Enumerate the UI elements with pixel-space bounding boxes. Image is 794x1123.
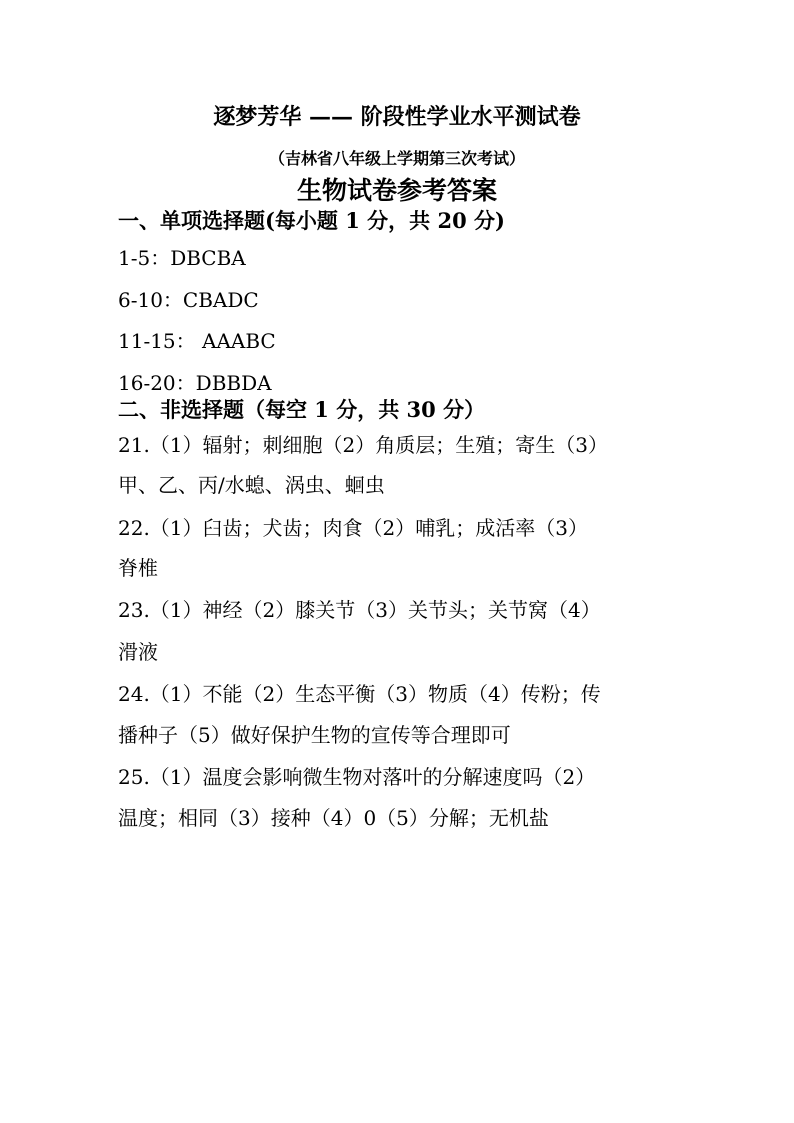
answer-line: 24.（1）不能（2）生态平衡（3）物质（4）传粉；传 [118, 682, 601, 706]
answer-line: 6-10：CBADC [118, 288, 259, 312]
section-heading-non-choice: 二、非选择题（每空 1 分，共 30 分） [118, 397, 486, 422]
answer-line: 1-5：DBCBA [118, 246, 246, 270]
exam-subtitle: （吉林省八年级上学期第三次考试） [268, 149, 525, 168]
answer-line: 25.（1）温度会影响微生物对落叶的分解速度吗（2） [118, 765, 596, 789]
answer-line: 21.（1）辐射；刺细胞（2）角质层；生殖；寄生（3） [118, 433, 608, 457]
answer-key-title: 生物试卷参考答案 [296, 176, 497, 205]
answer-line: 11-15： AAABC [118, 329, 276, 353]
answer-line: 甲、乙、丙/水螅、涡虫、蛔虫 [118, 473, 385, 497]
answer-line: 16-20：DBBDA [118, 371, 272, 395]
answer-line: 22.（1）臼齿；犬齿；肉食（2）哺乳；成活率（3） [118, 516, 588, 540]
answer-line: 脊椎 [118, 556, 158, 580]
answer-line: 23.（1）神经（2）膝关节（3）关节头；关节窝（4） [118, 598, 601, 622]
exam-title: 逐梦芳华 —— 阶段性学业水平测试卷 [213, 104, 581, 130]
answer-line: 滑液 [118, 640, 158, 664]
answer-line: 温度；相同（3）接种（4）0（5）分解；无机盐 [118, 806, 549, 830]
answer-line: 播种子（5）做好保护生物的宣传等合理即可 [118, 723, 511, 747]
section-heading-multiple-choice: 一、单项选择题(每小题 1 分，共 20 分) [118, 208, 505, 233]
